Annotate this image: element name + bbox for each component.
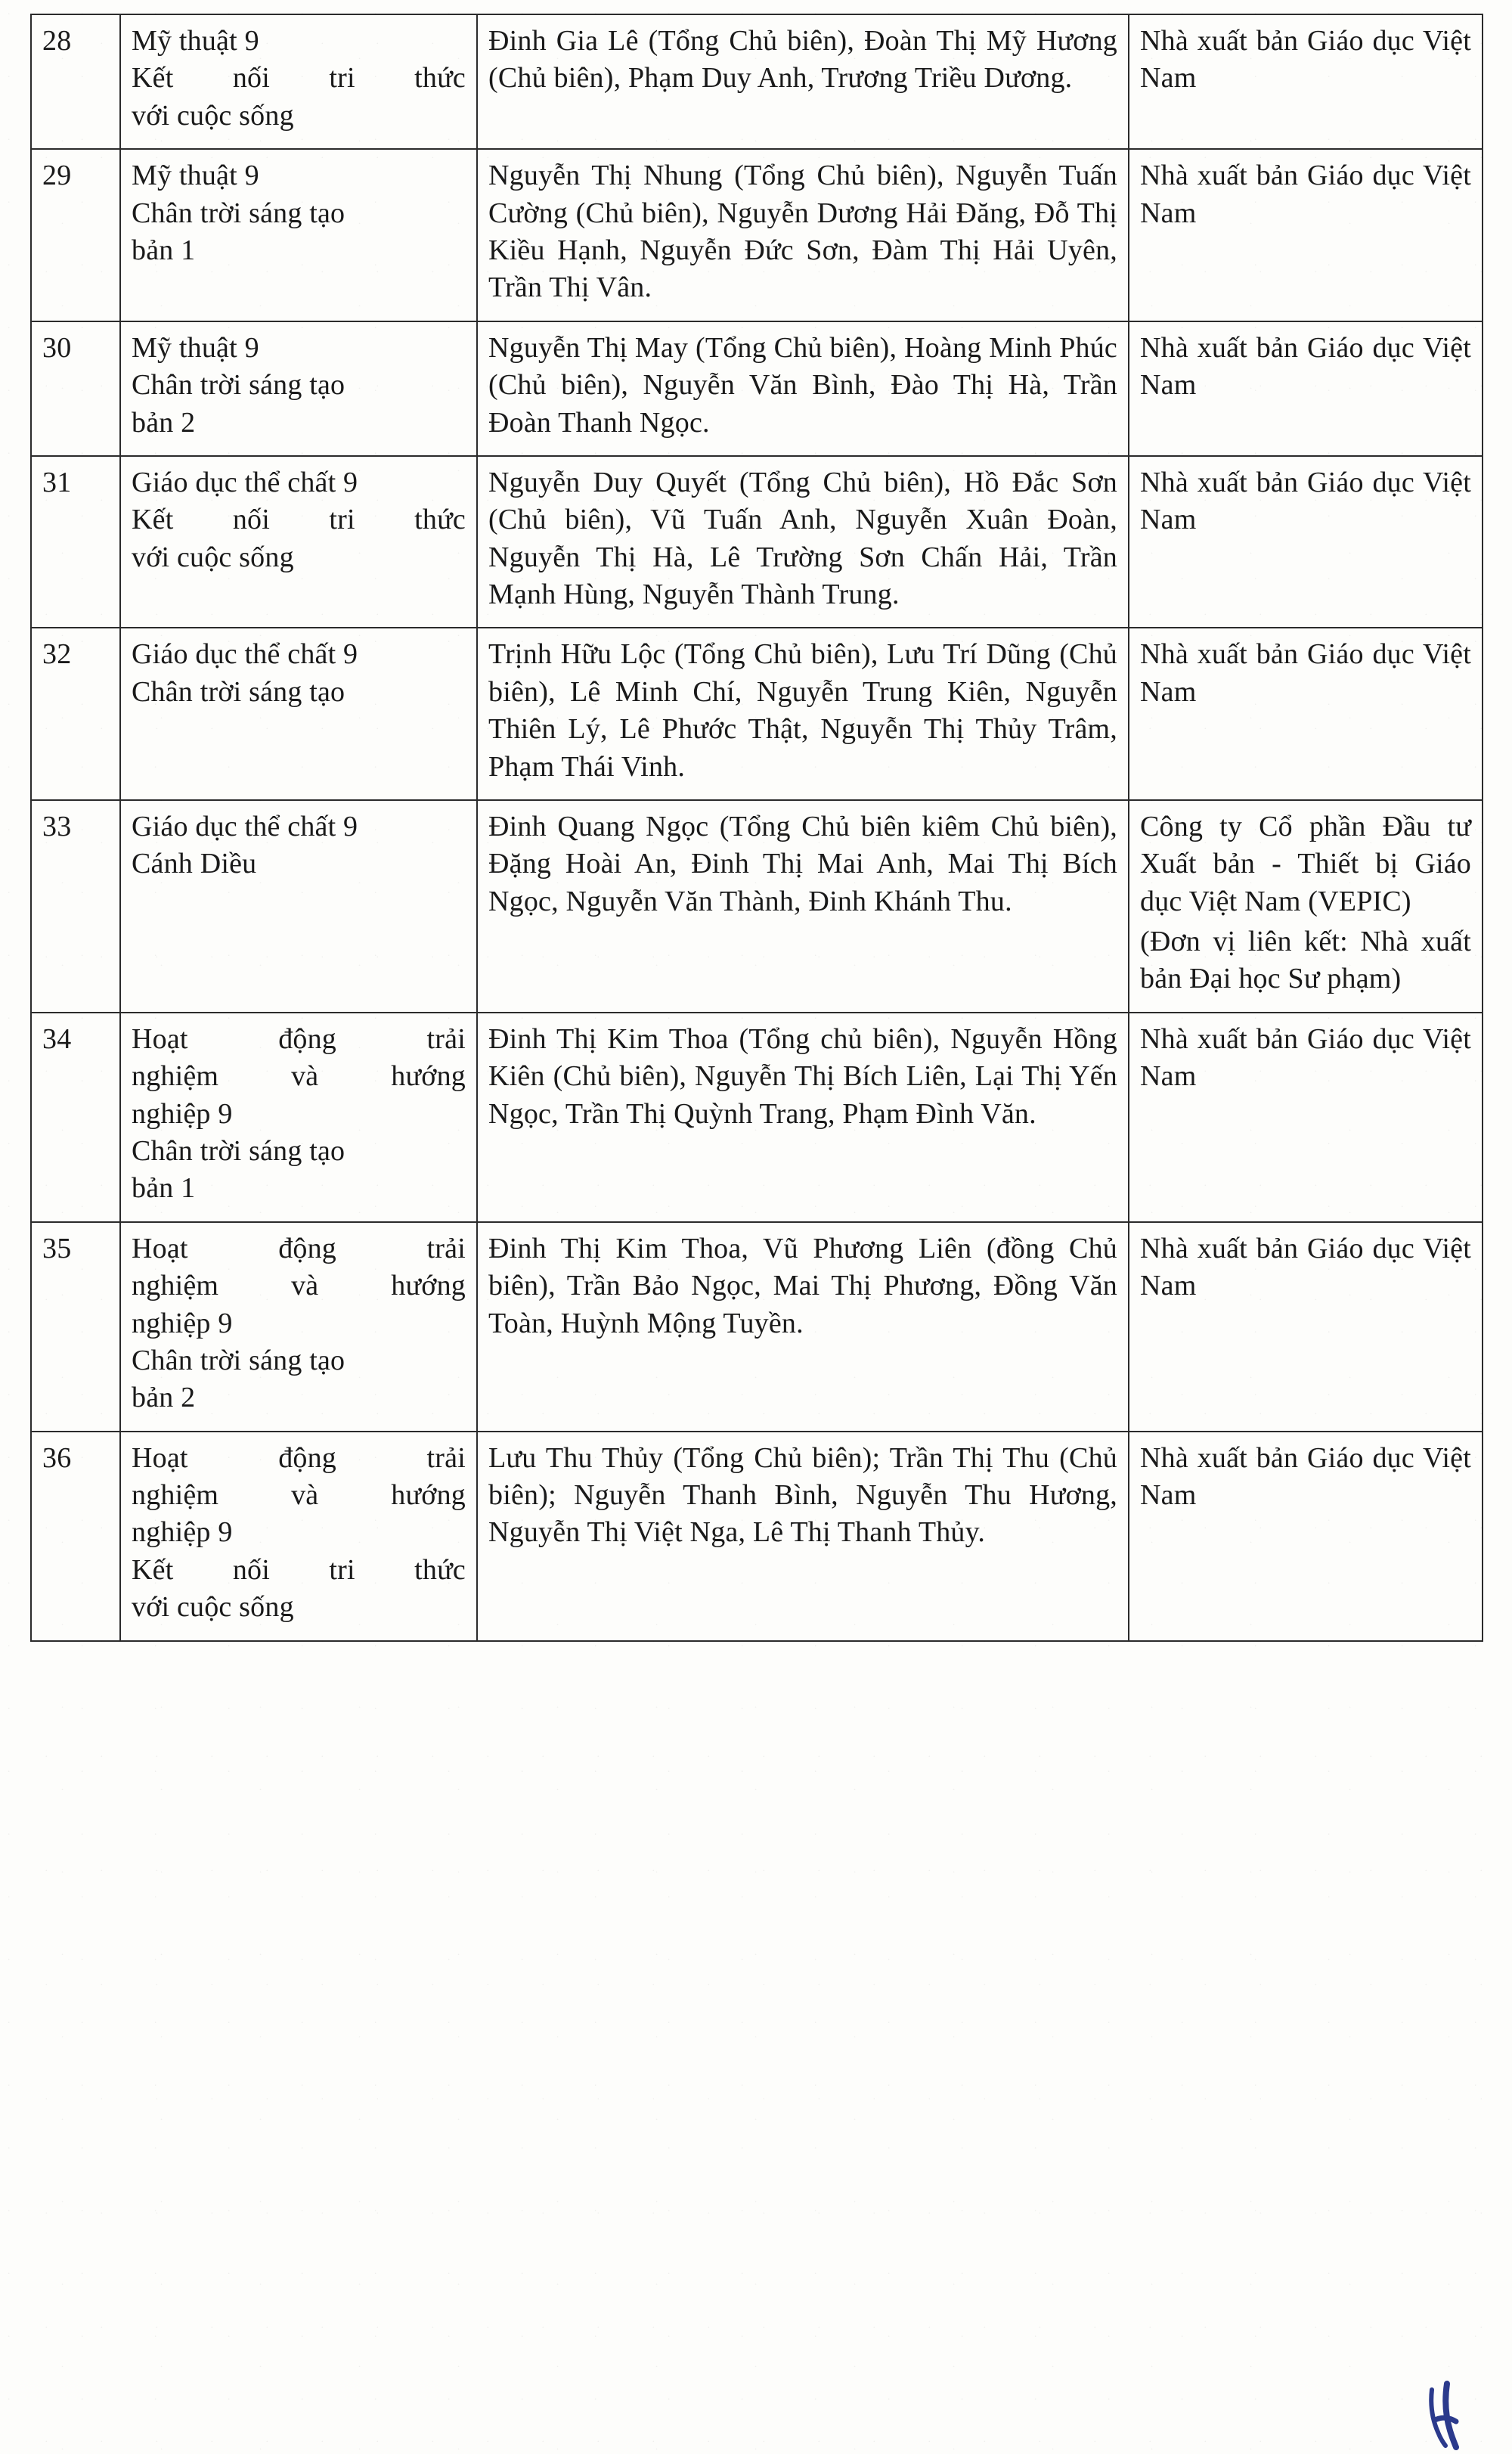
title-line: nghiệp 9 [132,1097,233,1130]
title-line: Mỹ thuật 9 [132,331,259,364]
publisher-name: Nhà xuất bản Giáo dục Việt Nam [1140,466,1471,536]
authors-cell: Nguyễn Thị May (Tổng Chủ biên), Hoàng Minh Phúc (Chủ biên), Nguyễn Văn Bình, Đào Thị Hà, Trần Đoàn Thanh Ngọc. [477,321,1129,456]
book-title-cell [120,149,477,321]
publisher-cell [1129,456,1483,628]
book-list-table [30,14,1483,1642]
table-row [31,14,1483,149]
authors-cell: Lưu Thu Thủy (Tổng Chủ biên); Trần Thị Thu (Chủ biên); Nguyễn Thanh Bình, Nguyễn Thu Hương, Nguyễn Thị Việt Nga, Lê Thị Thanh Thủy. [477,1432,1129,1641]
title-line: với cuộc sống [132,541,294,573]
publisher-cell [1129,149,1483,321]
title-line: Chân trời sáng tạo [132,197,345,229]
book-list-table-container [30,14,1482,1642]
row-number-cell: 28 [31,14,120,149]
book-list-table-body [31,14,1483,1641]
title-line: nghiệp 9 [132,1516,233,1549]
book-title-cell [120,628,477,800]
title-line: Giáo dục thể chất 9 [132,466,358,498]
table-row [31,1013,1483,1222]
title-line: nghiệm và hướng [132,1060,466,1093]
publisher-name: Nhà xuất bản Giáo dục Việt Nam [1140,1441,1471,1512]
title-line: Mỹ thuật 9 [132,25,259,57]
table-row [31,628,1483,800]
row-number-cell: 34 [31,1013,120,1222]
publisher-cell [1129,1222,1483,1432]
publisher-cell [1129,1432,1483,1641]
authors-cell: Nguyễn Thị Nhung (Tổng Chủ biên), Nguyễn Tuấn Cường (Chủ biên), Nguyễn Dương Hải Đăng, Đỗ Thị Kiều Hạnh, Nguyễn Đức Sơn, Đàm Thị Hải Uyên, Trần Thị Vân. [477,149,1129,321]
title-line: bản 2 [132,1382,196,1414]
title-line: Chân trời sáng tạo [132,675,345,708]
title-line: Cánh Diều [132,848,257,880]
authors-cell: Trịnh Hữu Lộc (Tổng Chủ biên), Lưu Trí Dũng (Chủ biên), Lê Minh Chí, Nguyễn Trung Kiên, Nguyễn Thiên Lý, Lê Phước Thật, Nguyễn Thị Thủy Trâm, Phạm Thái Vinh. [477,628,1129,800]
title-line: bản 2 [132,406,196,439]
authors-cell: Đinh Gia Lê (Tổng Chủ biên), Đoàn Thị Mỹ Hương (Chủ biên), Phạm Duy Anh, Trương Triều Dương. [477,14,1129,149]
row-number-cell: 33 [31,800,120,1013]
publisher-name: Nhà xuất bản Giáo dục Việt Nam [1140,160,1471,229]
publisher-name: Nhà xuất bản Giáo dục Việt Nam [1140,25,1471,95]
book-title-cell [120,456,477,628]
title-line: Hoạt động trải [132,1232,466,1264]
table-row [31,1432,1483,1641]
authors-cell: Đinh Thị Kim Thoa (Tổng chủ biên), Nguyễn Hồng Kiên (Chủ biên), Nguyễn Thị Bích Liên, Lại Thị Yến Ngọc, Trần Thị Quỳnh Trang, Phạm Đình Văn. [477,1013,1129,1222]
publisher-cell [1129,321,1483,456]
book-title-cell [120,1222,477,1432]
title-line: Mỹ thuật 9 [132,160,259,192]
table-row [31,149,1483,321]
publisher-name: Nhà xuất bản Giáo dục Việt Nam [1140,331,1471,402]
authors-cell: Nguyễn Duy Quyết (Tổng Chủ biên), Hồ Đắc Sơn (Chủ biên), Vũ Tuấn Anh, Nguyễn Xuân Đoàn, Nguyễn Thị Hà, Lê Trường Sơn Chấn Hải, Trần Mạnh Hùng, Nguyễn Thành Trung. [477,456,1129,628]
row-number-cell: 29 [31,149,120,321]
publisher-cell [1129,1013,1483,1222]
publisher-name: Nhà xuất bản Giáo dục Việt Nam [1140,1022,1471,1093]
title-line: Kết nối tri thức [132,504,466,536]
row-number-cell: 31 [31,456,120,628]
book-title-cell [120,1013,477,1222]
table-row [31,800,1483,1013]
title-line: Hoạt động trải [132,1022,466,1055]
publisher-name: Nhà xuất bản Giáo dục Việt Nam [1140,1232,1471,1302]
publisher-cell [1129,628,1483,800]
title-line: bản 1 [132,1172,196,1205]
row-number-cell: 35 [31,1222,120,1432]
authors-cell: Đinh Quang Ngọc (Tổng Chủ biên kiêm Chủ biên), Đặng Hoài An, Đinh Thị Mai Anh, Mai Thị Bích Ngọc, Nguyễn Văn Thành, Đinh Khánh Thu. [477,800,1129,1013]
book-title-cell [120,14,477,149]
title-line: Hoạt động trải [132,1441,466,1474]
title-line: nghiệp 9 [132,1307,233,1339]
book-title-cell [120,321,477,456]
title-line: với cuộc sống [132,1591,294,1624]
row-number-cell: 36 [31,1432,120,1641]
title-line: Chân trời sáng tạo [132,369,345,402]
table-row [31,1222,1483,1432]
title-line: Chân trời sáng tạo [132,1134,345,1167]
row-number-cell: 30 [31,321,120,456]
title-line: Kết nối tri thức [132,62,466,95]
title-line: Kết nối tri thức [132,1553,466,1586]
title-line: bản 1 [132,234,196,266]
book-title-cell [120,1432,477,1641]
publisher-affiliate-note: (Đơn vị liên kết: Nhà xuất bản Đại học Sư phạm) [1140,926,1471,995]
title-line: nghiệm và hướng [132,1479,466,1512]
publisher-cell [1129,14,1483,149]
book-title-cell [120,800,477,1013]
title-line: Giáo dục thể chất 9 [132,811,358,843]
publisher-name: Công ty Cổ phần Đầu tư Xuất bản - Thiết bị Giáo dục Việt Nam (VEPIC) [1140,811,1471,917]
title-line: nghiệm và hướng [132,1270,466,1302]
title-line: với cuộc sống [132,99,294,132]
table-row [31,456,1483,628]
authors-cell: Đinh Thị Kim Thoa, Vũ Phương Liên (đồng Chủ biên), Trần Bảo Ngọc, Mai Thị Phương, Đồng Văn Toàn, Huỳnh Mộng Tuyền. [477,1222,1129,1432]
publisher-cell [1129,800,1483,1013]
row-number-cell: 32 [31,628,120,800]
title-line: Chân trời sáng tạo [132,1344,345,1376]
title-line: Giáo dục thể chất 9 [132,638,358,671]
table-row [31,321,1483,456]
publisher-name: Nhà xuất bản Giáo dục Việt Nam [1140,638,1471,708]
